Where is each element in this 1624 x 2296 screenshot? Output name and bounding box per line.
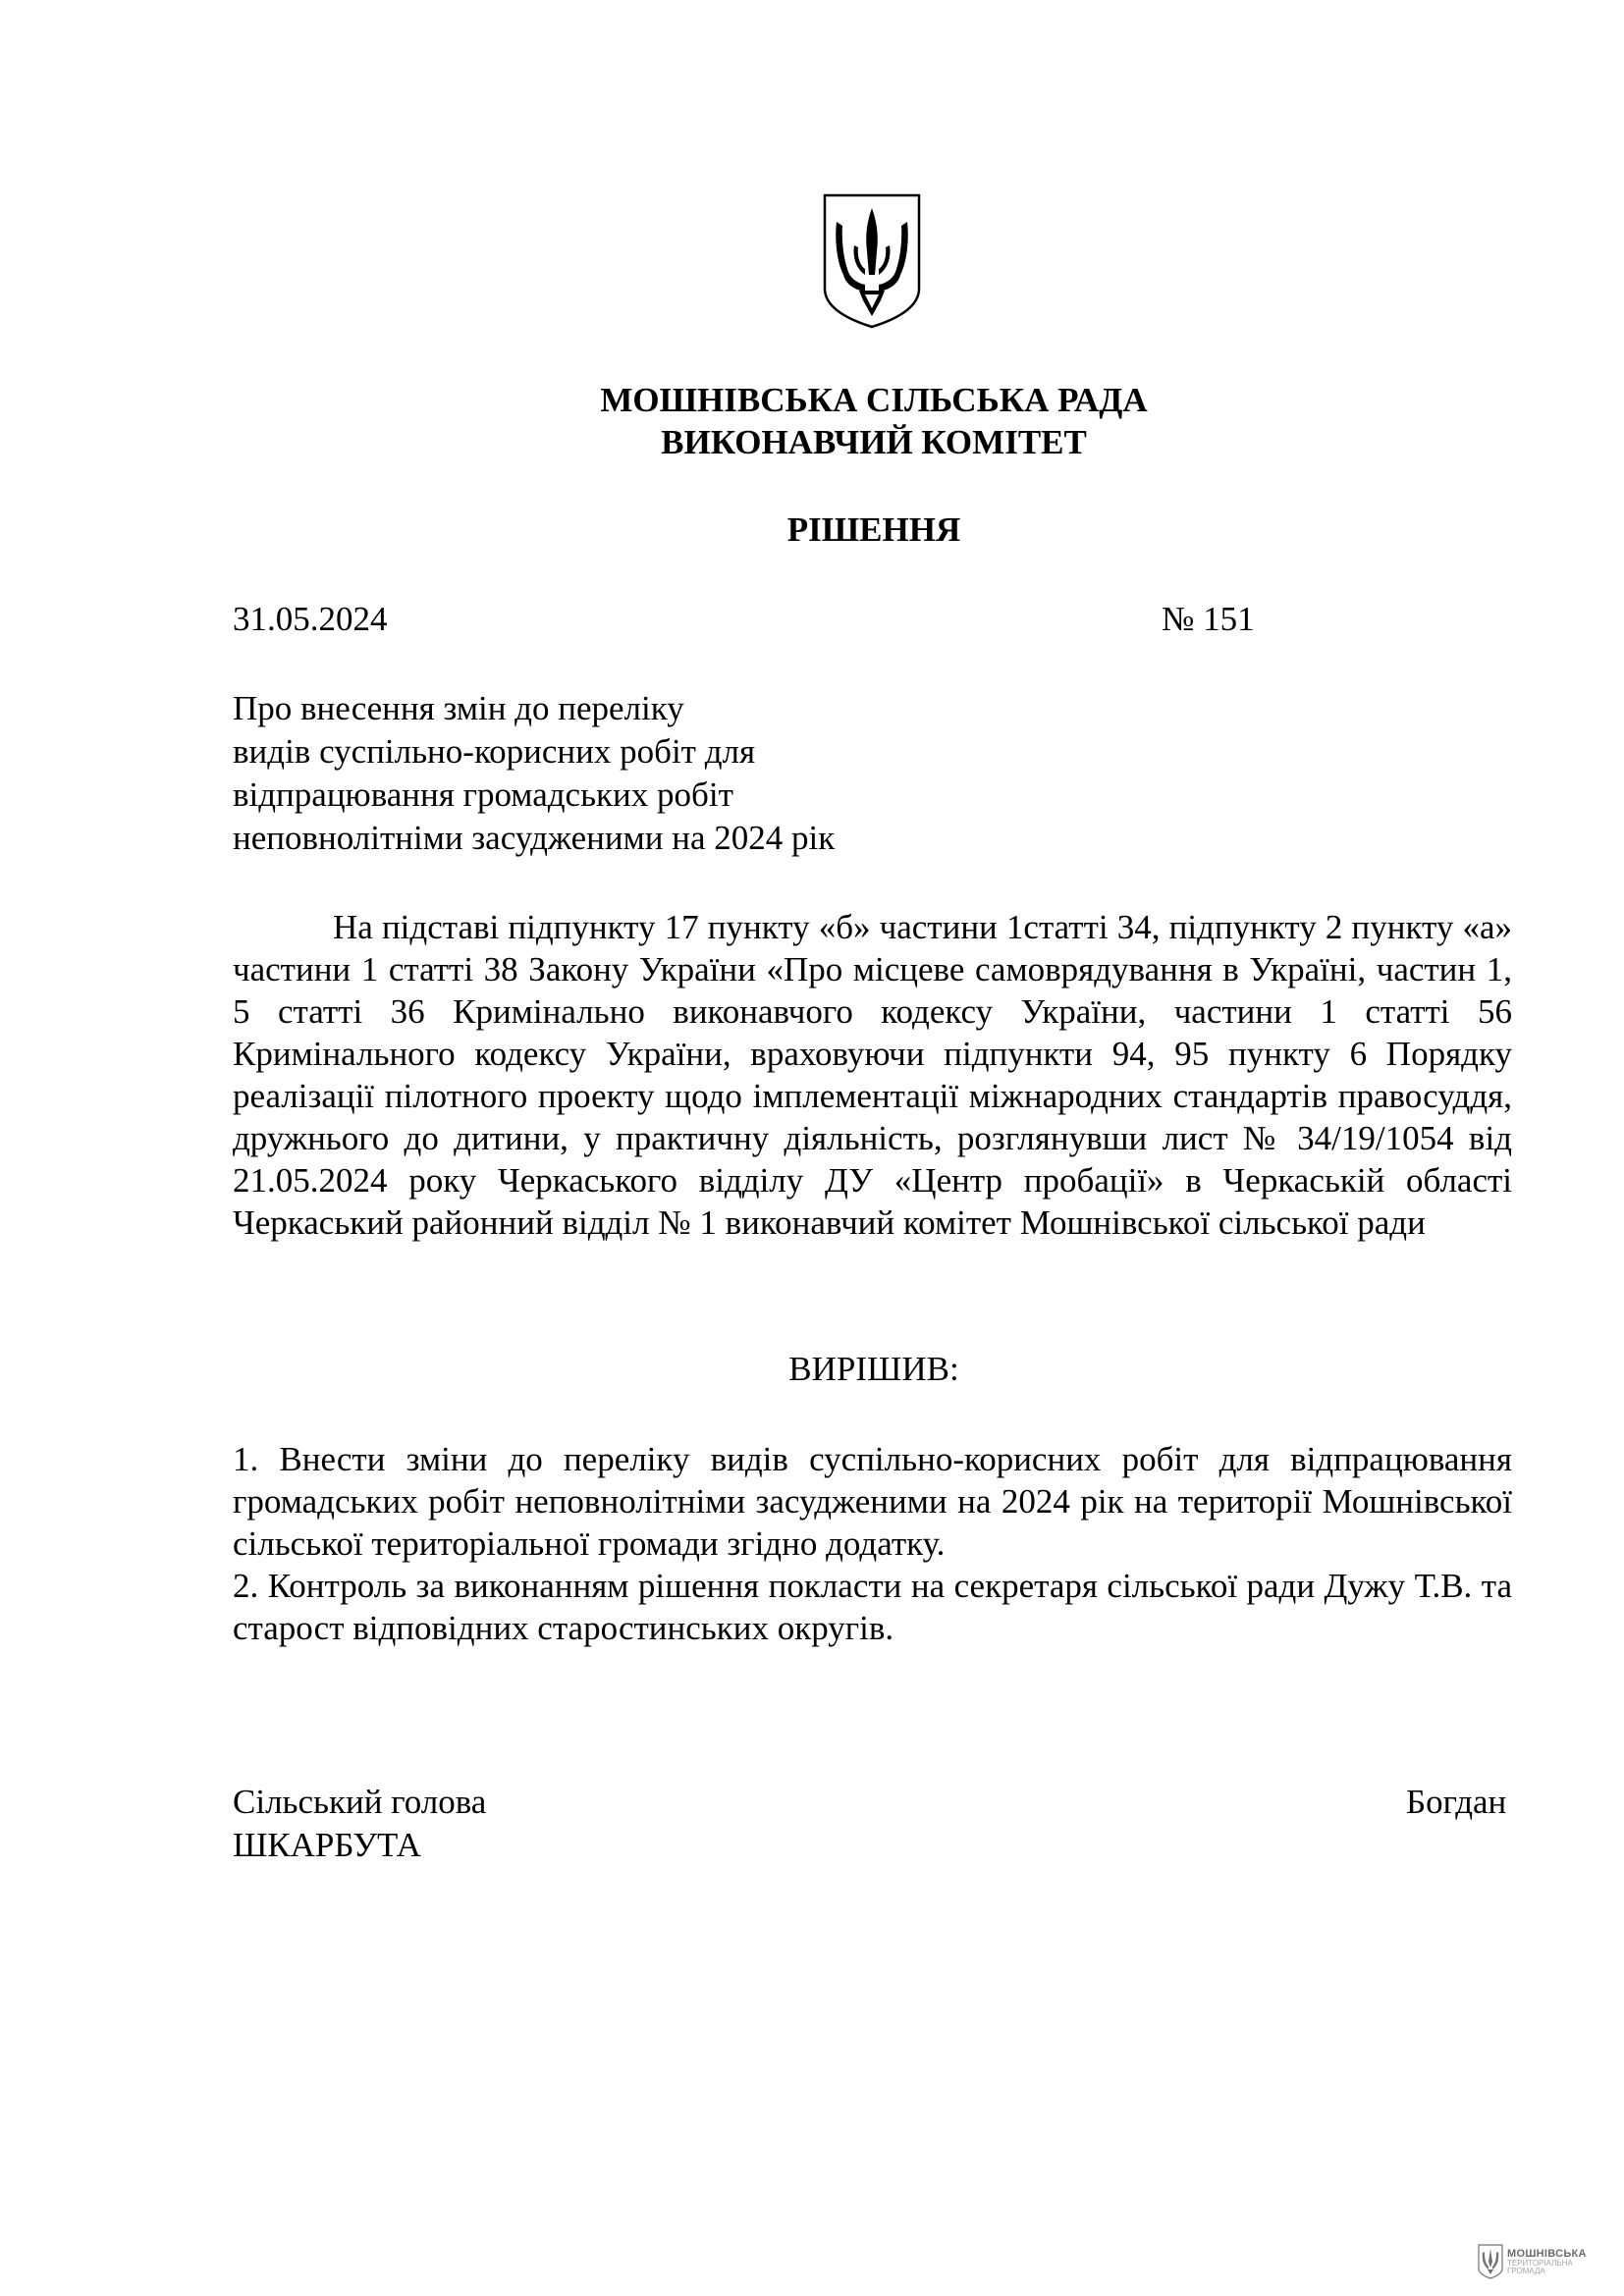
decision-item: 1. Внести зміни до переліку видів суспільно-корисних робіт для відпрацювання громадських робіт неповнолітніми засудженими на 2024 рік на території Мошнівської сільської територіальної громади згідно додатку. — [233, 1440, 1512, 1563]
signer-title: Сільський голова — [233, 1783, 487, 1821]
committee-name: ВИКОНАВЧИЙ КОМІТЕТ — [661, 423, 1087, 461]
document-number: № 151 — [1162, 600, 1255, 638]
resolved-label: ВИРІШИВ: — [788, 1350, 959, 1388]
signer-first-name: Богдан — [1406, 1783, 1507, 1821]
watermark-line: ГРОМАДА — [1507, 2266, 1545, 2275]
watermark-line: МОШНІВСЬКА — [1507, 2247, 1587, 2260]
decision-item: 2. Контроль за виконанням рішення покласти на секретаря сільської ради Дужу Т.В. та старост відповідних старостинських округів. — [233, 1567, 1512, 1647]
watermark — [1478, 2243, 1600, 2280]
document-type-title: РІШЕННЯ — [786, 510, 961, 549]
council-name: МОШНІВСЬКА СІЛЬСЬКА РАДА — [600, 381, 1148, 419]
signer-surname: ШКАРБУТА — [233, 1826, 421, 1864]
trident-icon — [1478, 2244, 1503, 2279]
subject-line: неповнолітніми засудженими на 2024 рік — [233, 819, 836, 857]
subject-line: Про внесення змін до переліку — [233, 689, 684, 727]
subject-line: видів суспільно-корисних робіт для — [233, 732, 756, 771]
watermark-text — [1507, 2249, 1587, 2275]
preamble-paragraph: На підставі підпункту 17 пункту «б» частини 1статті 34, підпункту 2 пункту «а» частини 1 статті 38 Закону України «Про місцеве самоврядування в Україні, частин 1, 5 статті 36 Кримінально виконавчого кодексу України, частини 1 статті 56 Кримінального кодексу України, враховуючи підпункти 94, 95 пункту 6 Порядку реалізації пілотного проекту щодо імплементації міжнародних стандартів правосуддя, дружнього до дитини, у практичну діяльність, розглянувши лист № 34/19/1054 від 21.05.2024 року Черкаського відділу ДУ «Центр пробації» в Черкаській області Черкаський районний відділ № 1 виконавчий комітет Мошнівської сільської ради — [233, 908, 1512, 1242]
document-date: 31.05.2024 — [233, 600, 388, 638]
subject-line: відпрацювання громадських робіт — [233, 775, 733, 814]
document-subject — [233, 687, 979, 860]
watermark-line: ТЕРИТОРІАЛЬНА — [1507, 2258, 1573, 2268]
coat-of-arms-icon — [822, 192, 922, 330]
